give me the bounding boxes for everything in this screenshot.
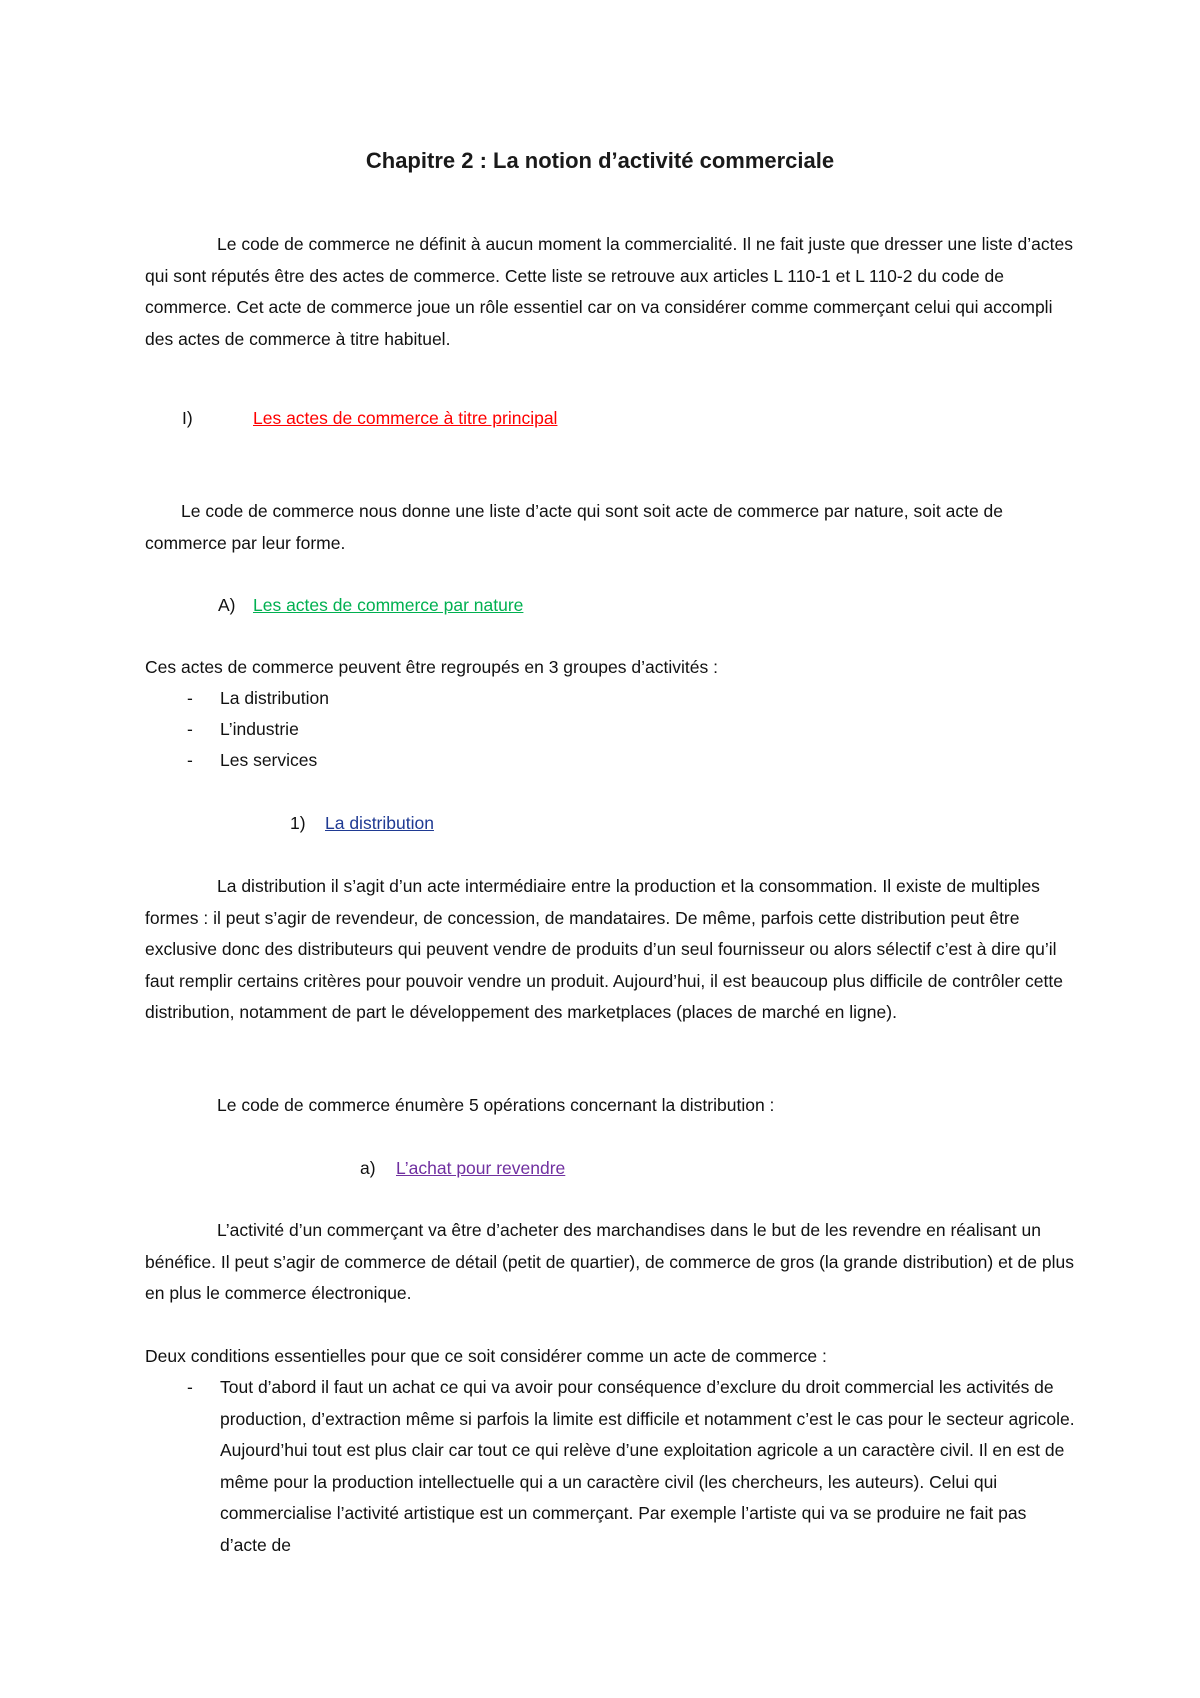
- list-item: Les services: [220, 750, 318, 770]
- conditions-intro: Deux conditions essentielles pour que ce soit considérer comme un acte de commerce :: [145, 1346, 827, 1366]
- list-bullet: -: [187, 688, 193, 708]
- section-a-intro: Ces actes de commerce peuvent être regroupés en 3 groupes d’activités :: [145, 657, 718, 677]
- section-1-number: I): [182, 408, 193, 428]
- list-bullet: -: [187, 1377, 193, 1397]
- list-bullet: -: [187, 750, 193, 770]
- intro-paragraph: Le code de commerce ne définit à aucun moment la commercialité. Il ne fait juste que dresser une liste d’actes qui sont réputés être des actes de commerce. Cette liste se retrouve aux articles L 110-1 et L 110-2 du code de commerce. Cet acte de commerce joue un rôle essentiel car on va considérer comme commerçant celui qui accompli des actes de commerce à titre habituel.: [145, 234, 1073, 349]
- section-1-heading: Les actes de commerce à titre principal: [253, 408, 558, 428]
- list-bullet: -: [187, 719, 193, 739]
- section-1-1-heading: La distribution: [325, 813, 434, 833]
- list-item: L’industrie: [220, 719, 299, 739]
- section-a-heading: Les actes de commerce par nature: [253, 595, 524, 615]
- section-1-1-paragraph-2: Le code de commerce énumère 5 opérations concernant la distribution :: [217, 1095, 775, 1115]
- section-1-paragraph: Le code de commerce nous donne une liste d’acte qui sont soit acte de commerce par nature, soit acte de commerce par leur forme.: [145, 501, 1004, 553]
- condition-item: Tout d’abord il faut un achat ce qui va avoir pour conséquence d’exclure du droit commercial les activités de production, d’extraction même si parfois la limite est difficile et notamment c’est le cas pour le secteur agricole. Aujourd’hui tout est plus clair car tout ce qui relève d’une exploitation agricole a un caractère civil. Il en est de même pour la production intellectuelle qui a un caractère civil (les chercheurs, les auteurs). Celui qui commercialise l’activité artistique est un commerçant. Par exemple l’artiste qui va se produire ne fait pas d’acte de: [220, 1377, 1075, 1555]
- page-title: Chapitre 2 : La notion d’activité commerciale: [365, 148, 835, 173]
- list-item: La distribution: [220, 688, 329, 708]
- section-1-1-number: 1): [290, 813, 306, 833]
- section-a-sub-number: a): [360, 1158, 376, 1178]
- section-a-sub-paragraph: L’activité d’un commerçant va être d’acheter des marchandises dans le but de les revendre en réalisant un bénéfice. Il peut s’agir de commerce de détail (petit de quartier), de commerce de gros (la grande distribution) et de plus en plus le commerce électronique.: [145, 1220, 1074, 1303]
- section-a-sub-heading: L’achat pour revendre: [396, 1158, 566, 1178]
- section-a-number: A): [218, 595, 236, 615]
- section-1-1-paragraph: La distribution il s’agit d’un acte intermédiaire entre la production et la consommation. Il existe de multiples formes : il peut s’agir de revendeur, de concession, de mandataires. De même, parfois cette distribution peut être exclusive donc des distributeurs qui peuvent vendre de produits d’un seul fournisseur ou alors sélectif c’est à dire qu’il faut remplir certains critères pour pouvoir vendre un produit. Aujourd’hui, il est beaucoup plus difficile de contrôler cette distribution, notamment de part le développement des marketplaces (places de marché en ligne).: [145, 876, 1063, 1022]
